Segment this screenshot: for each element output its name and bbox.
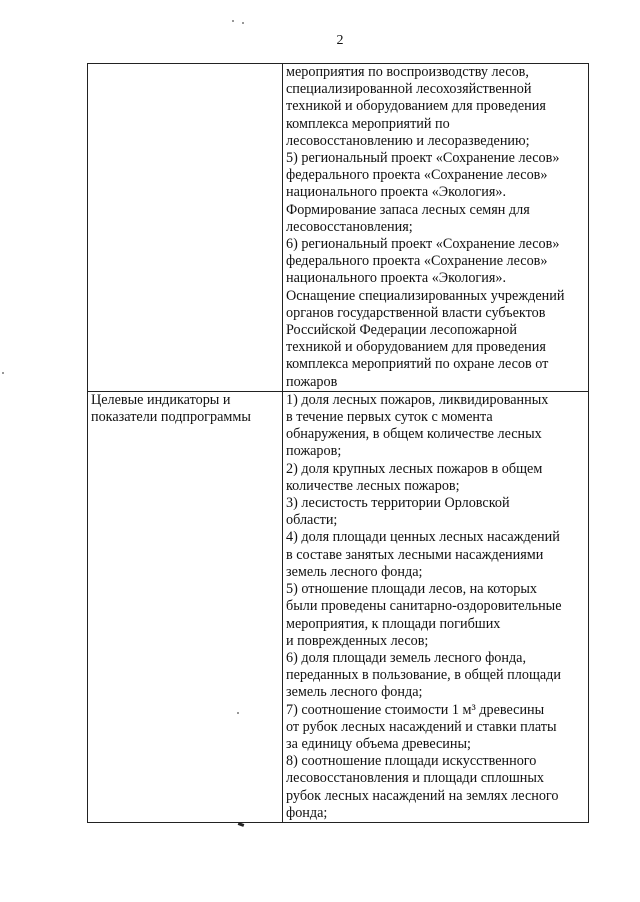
row-content-line: рубок лесных насаждений на землях лесного xyxy=(286,787,559,804)
row-content-line: и поврежденных лесов; xyxy=(286,632,429,649)
row-content-line: переданных в пользование, в общей площади xyxy=(286,667,561,684)
row-content-line: органов государственной власти субъектов xyxy=(286,304,546,321)
scan-speck xyxy=(2,372,4,374)
row-content-line: от рубок лесных насаждений и ставки платы xyxy=(286,718,557,735)
row-content-line: комплекса мероприятий по xyxy=(286,115,450,132)
row-content-line: 6) доля площади земель лесного фонда, xyxy=(286,649,527,666)
scan-speck xyxy=(242,22,244,24)
row-content-line: Оснащение специализированных учреждений xyxy=(286,287,565,304)
row-content-line: национального проекта «Экология». xyxy=(286,270,506,287)
row-content-line: количестве лесных пожаров; xyxy=(286,477,460,494)
row-content-line: фонда; xyxy=(286,804,328,821)
row-content-line: Российской Федерации лесопожарной xyxy=(286,322,517,339)
row-content-line: комплекса мероприятий по охране лесов от xyxy=(286,356,549,373)
page-number: 2 xyxy=(336,33,344,48)
row-content-line: области; xyxy=(286,512,338,529)
row-content-line: мероприятия по воспроизводству лесов, xyxy=(286,64,529,80)
row-content-line: в составе занятых лесными насаждениями xyxy=(286,546,544,563)
row-content-line: лесовосстановления; xyxy=(286,218,413,235)
row-content-line: 1) доля лесных пожаров, ликвидированных xyxy=(286,391,549,408)
row-label-line: показатели подпрограммы xyxy=(91,409,251,426)
row-content-line: лесовосстановлению и лесоразведению; xyxy=(286,132,530,149)
table-row xyxy=(88,391,589,822)
row-content-line: федерального проекта «Сохранение лесов» xyxy=(286,167,548,184)
row-content-line: пожаров; xyxy=(286,443,342,460)
row-content-line: пожаров xyxy=(286,373,338,390)
row-content-line: специализированной лесохозяйственной xyxy=(286,81,532,98)
row-content-line: 5) отношение площади лесов, на которых xyxy=(286,581,538,598)
row-content-line: 7) соотношение стоимости 1 м³ древесины xyxy=(286,701,545,718)
row-content-line: лесовосстановления и площади сплошных xyxy=(286,770,544,787)
row-content-line: национального проекта «Экология». xyxy=(286,184,506,201)
row-content-cell xyxy=(283,64,589,392)
row-content-line: техникой и оборудованием для проведения xyxy=(286,98,546,115)
scan-speck xyxy=(232,20,234,22)
row-content-line: 6) региональный проект «Сохранение лесов» xyxy=(286,236,560,253)
row-label-line: Целевые индикаторы и xyxy=(91,391,231,408)
row-content-line: 4) доля площади ценных лесных насаждений xyxy=(286,529,560,546)
row-content-cell xyxy=(283,391,589,822)
row-content-line: федерального проекта «Сохранение лесов» xyxy=(286,253,548,270)
row-content-line: 3) лесистость территории Орловской xyxy=(286,495,510,512)
row-label-cell xyxy=(88,64,283,392)
row-content-line: в течение первых суток с момента xyxy=(286,409,493,426)
row-content-line: техникой и оборудованием для проведения xyxy=(286,339,546,356)
row-content-line: 8) соотношение площади искусственного xyxy=(286,753,537,770)
subprogram-passport-table xyxy=(87,63,589,823)
row-content-line: за единицу объема древесины; xyxy=(286,735,471,752)
row-content-line: Формирование запаса лесных семян для xyxy=(286,201,530,218)
table-row xyxy=(88,64,589,392)
row-content-line: обнаружения, в общем количестве лесных xyxy=(286,426,542,443)
row-content-line: земель лесного фонда; xyxy=(286,563,423,580)
row-label-cell xyxy=(88,391,283,822)
row-content-line: 2) доля крупных лесных пожаров в общем xyxy=(286,460,543,477)
row-content-line: были проведены санитарно-оздоровительные xyxy=(286,598,562,615)
row-content-line: земель лесного фонда; xyxy=(286,684,423,701)
row-content-line: мероприятия, к площади погибших xyxy=(286,615,501,632)
row-content-line: 5) региональный проект «Сохранение лесов» xyxy=(286,150,560,167)
